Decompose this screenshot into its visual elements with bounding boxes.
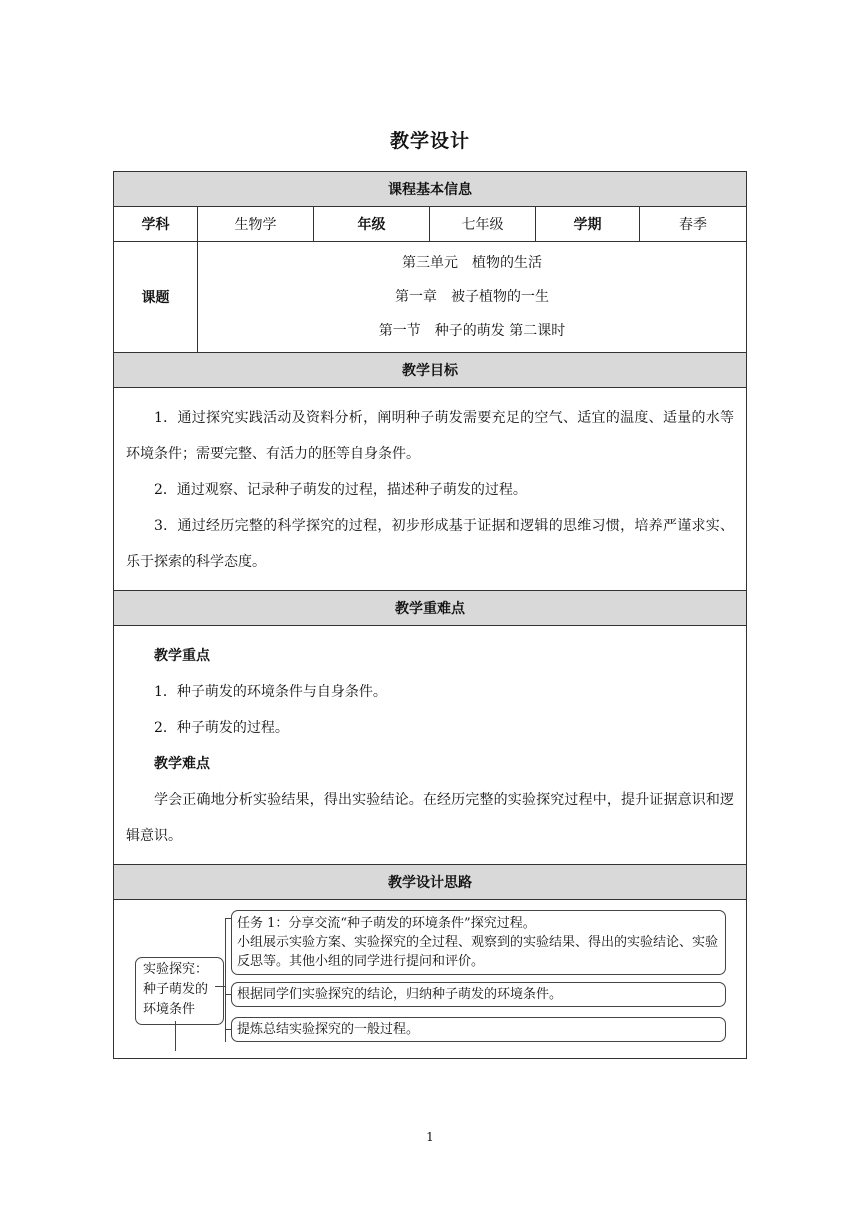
objective-item: 1．通过探究实践活动及资料分析，阐明种子萌发需要充足的空气、适宜的温度、适量的水等环境条件；需要完整、有活力的胚等自身条件。 (126, 410, 735, 462)
lesson-plan-table (113, 171, 747, 1059)
bracket-connector-line (215, 986, 225, 987)
summarize-process-box: 提炼总结实验探究的一般过程。 (231, 1017, 726, 1042)
focus-title: 教学重点 (154, 648, 210, 664)
objectives-content (114, 388, 747, 591)
task-1-box (231, 910, 726, 975)
experiment-topic-line: 种子萌发的 (143, 982, 209, 997)
bracket-vertical-line (225, 918, 226, 1042)
term-label: 学期 (536, 207, 640, 242)
grade-value: 七年级 (430, 207, 536, 242)
topic-chapter: 第一章 被子植物的一生 (395, 289, 550, 305)
term-value: 春季 (640, 207, 747, 242)
focus-item: 1．种子萌发的环境条件与自身条件。 (154, 684, 387, 700)
page-number: 1 (426, 1130, 434, 1144)
experiment-topic-line: 环境条件 (143, 1002, 196, 1017)
task-1-description: 小组展示实验方案、实验探究的全过程、观察到的实验结果、得出的实验结论、实验反思等。其他小组的同学进行提问和评价。 (237, 935, 719, 969)
experiment-topic-box (135, 957, 224, 1025)
objective-item: 3．通过经历完整的科学探究的过程，初步形成基于证据和逻辑的思维习惯，培养严谨求实、乐于探索的科学态度。 (126, 518, 735, 570)
task-1-title: 任务 1：分享交流“种子萌发的环境条件”探究过程。 (237, 916, 536, 931)
difficulty-title: 教学难点 (154, 756, 210, 772)
design-header: 教学设计思路 (114, 865, 747, 900)
course-info-header: 课程基本信息 (114, 172, 747, 207)
key-points-content (114, 626, 747, 865)
topic-label: 课题 (114, 242, 198, 353)
subject-label: 学科 (114, 207, 198, 242)
document-title: 教学设计 (389, 130, 470, 152)
topic-value (198, 242, 747, 353)
design-diagram (114, 900, 747, 1059)
topic-section: 第一节 种子的萌发 第二课时 (378, 323, 566, 339)
summarize-conditions-box: 根据同学们实验探究的结论，归纳种子萌发的环境条件。 (231, 982, 726, 1007)
subject-value: 生物学 (198, 207, 314, 242)
flow-down-line (175, 1021, 176, 1051)
difficulty-text: 学会正确地分析实验结果，得出实验结论。在经历完整的实验探究过程中，提升证据意识和逻辑意识。 (126, 792, 735, 844)
key-points-header: 教学重难点 (114, 591, 747, 626)
topic-unit: 第三单元 植物的生活 (402, 255, 543, 271)
experiment-topic-line: 实验探究： (143, 962, 209, 977)
grade-label: 年级 (314, 207, 430, 242)
objective-item: 2．通过观察、记录种子萌发的过程，描述种子萌发的过程。 (154, 482, 527, 498)
focus-item: 2．种子萌发的过程。 (154, 720, 289, 736)
objectives-header: 教学目标 (114, 353, 747, 388)
